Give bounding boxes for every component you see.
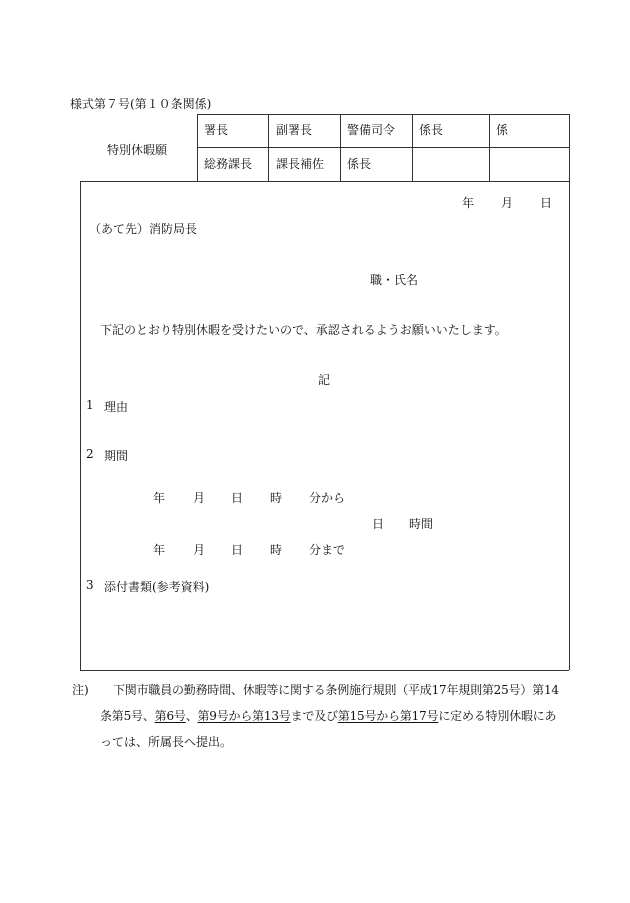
request-text: 下記のとおり特別休暇を受けたいので、承認されるようお願いいたします。: [100, 323, 507, 337]
item1-label: 理由: [104, 400, 129, 414]
note-line1: 下関市職員の勤務時間、休暇等に関する条例施行規則（平成17年規則第25号）第14: [113, 683, 559, 697]
note-line2: 条第5号、第6号、第9号から第13号まで及び第15号から第17号に定める特別休暇にあ: [100, 709, 557, 723]
date-day: 日: [540, 196, 553, 210]
form-title: 特別休暇願: [107, 143, 168, 157]
approval-cell: 係長: [347, 157, 372, 171]
item3-number: 3: [86, 578, 94, 592]
to-minute: 分まで: [309, 543, 346, 557]
to-year: 年: [153, 543, 166, 557]
to-hour: 時: [270, 543, 283, 557]
from-minute: 分から: [309, 491, 346, 505]
approval-cell: 総務課長: [204, 157, 253, 171]
to-day: 日: [231, 543, 244, 557]
name-label: 職・氏名: [370, 273, 419, 287]
note-line3: っては、所属長へ提出。: [100, 735, 233, 749]
note-label: 注): [72, 683, 89, 697]
from-day: 日: [231, 491, 244, 505]
approval-cell: 警備司令: [347, 123, 396, 137]
from-hour: 時: [270, 491, 283, 505]
form-number: 様式第７号(第１０条関係): [70, 97, 212, 111]
duration-hours: 時間: [409, 517, 434, 531]
from-year: 年: [153, 491, 166, 505]
addressee: （あて先）消防局長: [89, 222, 198, 236]
item2-number: 2: [86, 447, 94, 461]
approval-cell: 係: [496, 123, 509, 137]
date-year: 年: [462, 196, 475, 210]
approval-cell: 署長: [204, 123, 229, 137]
item2-label: 期間: [104, 449, 129, 463]
approval-cell: 課長補佐: [276, 157, 325, 171]
item3-label: 添付書類(参考資料): [104, 580, 210, 594]
approval-cell: 副署長: [276, 123, 313, 137]
ki-label: 記: [318, 373, 331, 387]
item1-number: 1: [86, 398, 94, 412]
from-month: 月: [193, 491, 206, 505]
date-month: 月: [501, 196, 514, 210]
to-month: 月: [193, 543, 206, 557]
approval-cell: 係長: [419, 123, 444, 137]
duration-day: 日: [372, 517, 385, 531]
